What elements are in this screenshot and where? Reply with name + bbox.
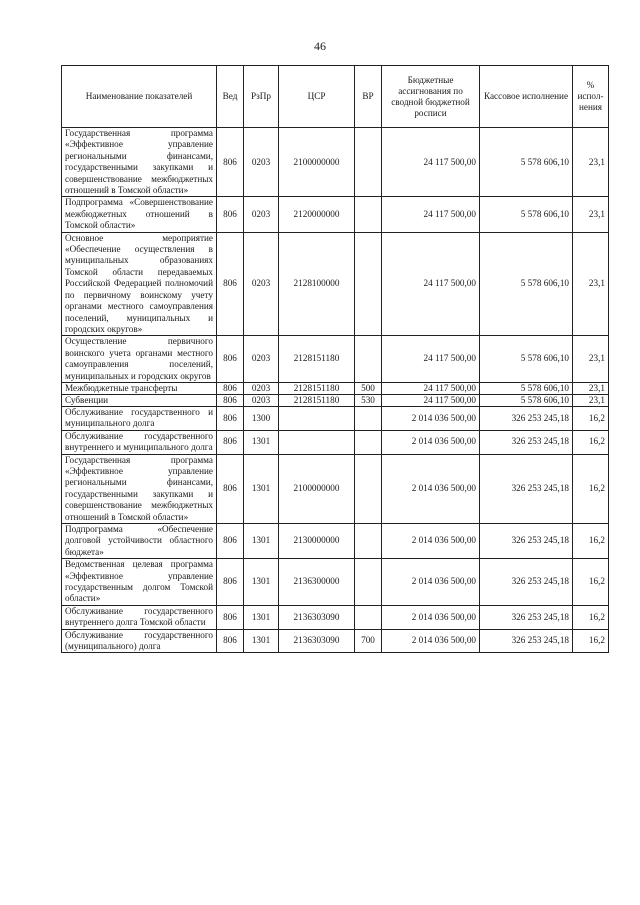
row-ved: 806 xyxy=(217,197,244,232)
row-budget: 24 117 500,00 xyxy=(382,128,480,197)
row-vr xyxy=(355,406,382,430)
row-ved: 806 xyxy=(217,559,244,606)
row-vr: 530 xyxy=(355,394,382,406)
row-ved: 806 xyxy=(217,430,244,454)
table-header-row xyxy=(62,66,609,128)
row-csr: 2128100000 xyxy=(279,232,355,336)
row-csr xyxy=(279,430,355,454)
page-number: 46 xyxy=(314,39,326,53)
row-cash: 326 253 245,18 xyxy=(480,524,573,559)
row-name: Межбюджетные трансферты xyxy=(62,382,217,394)
row-percent: 16,2 xyxy=(573,629,609,653)
row-cash: 5 578 606,10 xyxy=(480,382,573,394)
row-percent: 23,1 xyxy=(573,336,609,383)
row-csr: 2128151180 xyxy=(279,336,355,383)
row-budget: 24 117 500,00 xyxy=(382,232,480,336)
table-row xyxy=(62,454,609,523)
row-csr: 2128151180 xyxy=(279,394,355,406)
row-name: Подпрограмма «Совершенствование межбюджетных отношений в Томской области» xyxy=(62,197,217,232)
row-name: Обслуживание государственного (муниципального) долга xyxy=(62,629,217,653)
table-row xyxy=(62,605,609,629)
row-ved: 806 xyxy=(217,524,244,559)
row-ved: 806 xyxy=(217,629,244,653)
row-csr: 2100000000 xyxy=(279,454,355,523)
row-csr: 2120000000 xyxy=(279,197,355,232)
row-name: Государственная программа «Эффективное управление региональными финансами, государственными закупками и совершенствование межбюджетных отношений в Томской области» xyxy=(62,454,217,523)
row-cash: 326 253 245,18 xyxy=(480,406,573,430)
row-ved: 806 xyxy=(217,454,244,523)
table-row xyxy=(62,232,609,336)
row-rzpr: 1301 xyxy=(244,524,279,559)
budget-table xyxy=(61,65,609,653)
row-cash: 5 578 606,10 xyxy=(480,232,573,336)
row-vr xyxy=(355,232,382,336)
row-vr xyxy=(355,605,382,629)
row-rzpr: 0203 xyxy=(244,197,279,232)
table-row xyxy=(62,128,609,197)
row-ved: 806 xyxy=(217,336,244,383)
row-budget: 24 117 500,00 xyxy=(382,197,480,232)
row-name: Субвенции xyxy=(62,394,217,406)
header-name: Наименование показателей xyxy=(62,66,217,128)
row-ved: 806 xyxy=(217,605,244,629)
row-vr: 700 xyxy=(355,629,382,653)
row-percent: 16,2 xyxy=(573,406,609,430)
row-name: Осуществление первичного воинского учета органами местного самоуправления поселений, муниципальных и городских округов xyxy=(62,336,217,383)
table-row xyxy=(62,336,609,383)
row-name: Основное мероприятие «Обеспечение осуществления в муниципальных образованиях Томской области передаваемых Российской Федерацией полномочий по первичному воинскому учету органами местного самоуправления поселений, муниципальных и городских округов» xyxy=(62,232,217,336)
row-rzpr: 1301 xyxy=(244,629,279,653)
row-rzpr: 1301 xyxy=(244,454,279,523)
row-csr: 2128151180 xyxy=(279,382,355,394)
row-rzpr: 0203 xyxy=(244,394,279,406)
header-cash: Кассовое исполнение xyxy=(480,66,573,128)
row-ved: 806 xyxy=(217,382,244,394)
header-vr: ВР xyxy=(355,66,382,128)
row-budget: 2 014 036 500,00 xyxy=(382,524,480,559)
row-name: Обслуживание государственного и муниципального долга xyxy=(62,406,217,430)
row-budget: 24 117 500,00 xyxy=(382,382,480,394)
table-row xyxy=(62,559,609,606)
row-cash: 5 578 606,10 xyxy=(480,197,573,232)
row-rzpr: 1300 xyxy=(244,406,279,430)
row-cash: 326 253 245,18 xyxy=(480,454,573,523)
row-ved: 806 xyxy=(217,406,244,430)
row-csr: 2136300000 xyxy=(279,559,355,606)
row-rzpr: 0203 xyxy=(244,382,279,394)
row-budget: 2 014 036 500,00 xyxy=(382,430,480,454)
header-budget: Бюджетные ассигнования по сводной бюджетной росписи xyxy=(382,66,480,128)
row-csr: 2136303090 xyxy=(279,605,355,629)
row-name: Ведомственная целевая программа «Эффективное управление государственным долгом Томской области» xyxy=(62,559,217,606)
row-budget: 2 014 036 500,00 xyxy=(382,629,480,653)
row-rzpr: 0203 xyxy=(244,336,279,383)
row-rzpr: 1301 xyxy=(244,605,279,629)
row-cash: 5 578 606,10 xyxy=(480,128,573,197)
row-ved: 806 xyxy=(217,232,244,336)
row-budget: 24 117 500,00 xyxy=(382,394,480,406)
row-vr xyxy=(355,197,382,232)
row-percent: 23,1 xyxy=(573,197,609,232)
row-rzpr: 1301 xyxy=(244,430,279,454)
table-row xyxy=(62,197,609,232)
row-vr xyxy=(355,524,382,559)
row-budget: 2 014 036 500,00 xyxy=(382,559,480,606)
row-percent: 23,1 xyxy=(573,394,609,406)
row-ved: 806 xyxy=(217,394,244,406)
row-rzpr: 1301 xyxy=(244,559,279,606)
row-percent: 16,2 xyxy=(573,605,609,629)
row-vr: 500 xyxy=(355,382,382,394)
table-row xyxy=(62,430,609,454)
row-ved: 806 xyxy=(217,128,244,197)
row-budget: 2 014 036 500,00 xyxy=(382,605,480,629)
row-cash: 326 253 245,18 xyxy=(480,430,573,454)
row-percent: 16,2 xyxy=(573,524,609,559)
row-percent: 23,1 xyxy=(573,232,609,336)
row-name: Обслуживание государственного внутреннего долга Томской области xyxy=(62,605,217,629)
row-cash: 5 578 606,10 xyxy=(480,394,573,406)
table-row xyxy=(62,382,609,394)
row-csr: 2100000000 xyxy=(279,128,355,197)
row-cash: 326 253 245,18 xyxy=(480,629,573,653)
header-ved: Вед xyxy=(217,66,244,128)
row-budget: 2 014 036 500,00 xyxy=(382,406,480,430)
table-row xyxy=(62,524,609,559)
row-percent: 16,2 xyxy=(573,430,609,454)
row-cash: 326 253 245,18 xyxy=(480,559,573,606)
row-vr xyxy=(355,430,382,454)
row-csr: 2136303090 xyxy=(279,629,355,653)
row-name: Государственная программа «Эффективное управление региональными финансами, государственными закупками и совершенствование межбюджетных отношений в Томской области» xyxy=(62,128,217,197)
row-budget: 24 117 500,00 xyxy=(382,336,480,383)
row-name: Подпрограмма «Обеспечение долговой устойчивости областного бюджета» xyxy=(62,524,217,559)
row-rzpr: 0203 xyxy=(244,232,279,336)
row-cash: 326 253 245,18 xyxy=(480,605,573,629)
row-csr xyxy=(279,406,355,430)
header-rzpr: РзПр xyxy=(244,66,279,128)
table-row xyxy=(62,406,609,430)
row-name: Обслуживание государственного внутреннего и муниципального долга xyxy=(62,430,217,454)
row-vr xyxy=(355,454,382,523)
table-row xyxy=(62,394,609,406)
row-csr: 2130000000 xyxy=(279,524,355,559)
table-row xyxy=(62,629,609,653)
row-percent: 16,2 xyxy=(573,454,609,523)
row-percent: 16,2 xyxy=(573,559,609,606)
header-csr: ЦСР xyxy=(279,66,355,128)
row-vr xyxy=(355,336,382,383)
row-percent: 23,1 xyxy=(573,128,609,197)
header-percent: % испол-нения xyxy=(573,66,609,128)
row-percent: 23,1 xyxy=(573,382,609,394)
row-vr xyxy=(355,128,382,197)
row-vr xyxy=(355,559,382,606)
row-cash: 5 578 606,10 xyxy=(480,336,573,383)
row-budget: 2 014 036 500,00 xyxy=(382,454,480,523)
row-rzpr: 0203 xyxy=(244,128,279,197)
